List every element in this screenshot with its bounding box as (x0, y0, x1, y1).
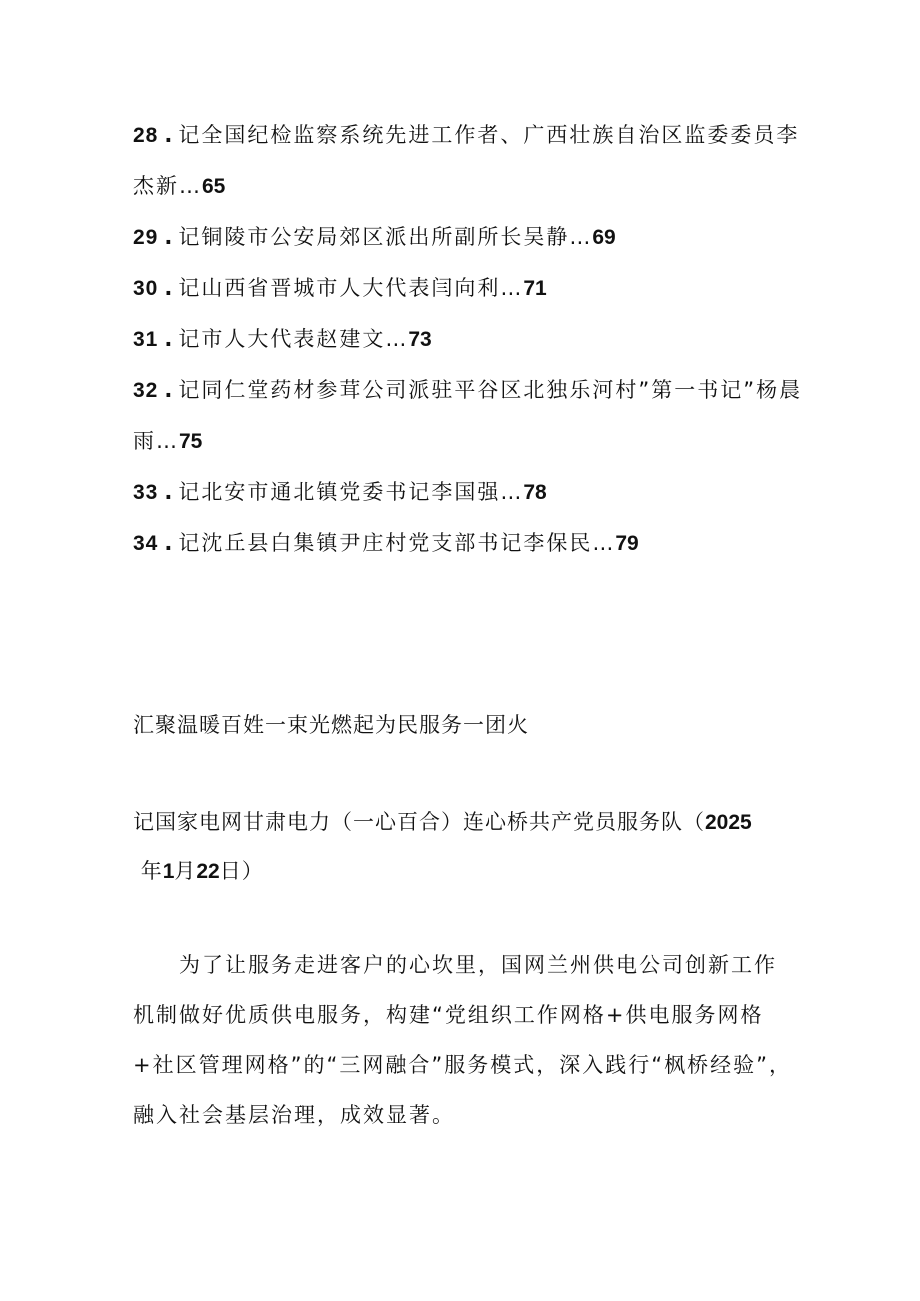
toc-item-number: 29 (133, 226, 159, 249)
toc-item-number: 28 (133, 124, 159, 147)
toc-item-page: 71 (523, 277, 547, 300)
subtitle-month-unit: 月 (174, 859, 197, 883)
toc-item-page: 78 (523, 481, 547, 504)
toc-item-page: 73 (408, 328, 432, 351)
toc-item-dot: . (164, 378, 175, 402)
toc-item-29 (133, 212, 813, 263)
toc-item-page: 75 (179, 430, 203, 453)
toc-item-number: 32 (133, 379, 159, 402)
toc-item-28 (133, 110, 813, 212)
toc-item-dot: . (164, 123, 175, 147)
toc-item-31 (133, 314, 813, 365)
toc-item-number: 34 (133, 532, 159, 555)
toc-item-dot: . (164, 276, 175, 300)
article-paragraph: 为了让服务走进客户的心坎里，国网兰州供电公司创新工作机制做好优质供电服务，构建“党组织工作网格+供电服务网格+社区管理网格”的“三网融合”服务模式，深入践行“枫桥经验”，融入社会基层治理，成效显著。 (133, 953, 792, 1127)
toc-item-text: 记全国纪检监察系统先进工作者、广西壮族自治区监委委员李杰新… (133, 123, 800, 198)
toc-item-dot: . (164, 531, 175, 555)
subtitle-year: 2025 (705, 811, 752, 834)
toc-item-page: 65 (202, 175, 226, 198)
toc-item-number: 33 (133, 481, 159, 504)
subtitle-text: 记国家电网甘肃电力（一心百合）连心桥共产党员服务队（ (133, 810, 705, 834)
toc-item-page: 79 (615, 532, 639, 555)
toc-item-dot: . (164, 225, 175, 249)
toc-item-33 (133, 467, 813, 518)
article-subtitle (133, 798, 798, 896)
toc-item-text: 记沈丘县白集镇尹庄村党支部书记李保民… (178, 531, 616, 555)
toc-item-text: 记铜陵市公安局郊区派出所副所长吴静… (178, 225, 593, 249)
toc-item-page: 69 (592, 226, 616, 249)
toc-item-text: 记同仁堂药材参茸公司派驻平谷区北独乐河村”第一书记”杨晨雨… (133, 378, 803, 453)
toc-item-number: 30 (133, 277, 159, 300)
toc-item-dot: . (164, 327, 175, 351)
toc-item-34 (133, 518, 813, 569)
toc-item-text: 记山西省晋城市人大代表闫向利… (178, 276, 524, 300)
subtitle-day: 22 (196, 860, 220, 883)
toc-item-text: 记北安市通北镇党委书记李国强… (178, 480, 524, 504)
subtitle-day-unit: 日） (219, 859, 264, 883)
toc-item-32 (133, 365, 813, 467)
toc-item-number: 31 (133, 328, 159, 351)
toc-item-text: 记市人大代表赵建文… (178, 327, 409, 351)
table-of-contents (133, 110, 813, 569)
toc-item-30 (133, 263, 813, 314)
subtitle-year-unit: 年 (140, 859, 163, 883)
article-title: 汇聚温暖百姓一束光燃起为民服务一团火 (133, 713, 529, 737)
toc-item-dot: . (164, 480, 175, 504)
subtitle-month: 1 (162, 860, 175, 883)
